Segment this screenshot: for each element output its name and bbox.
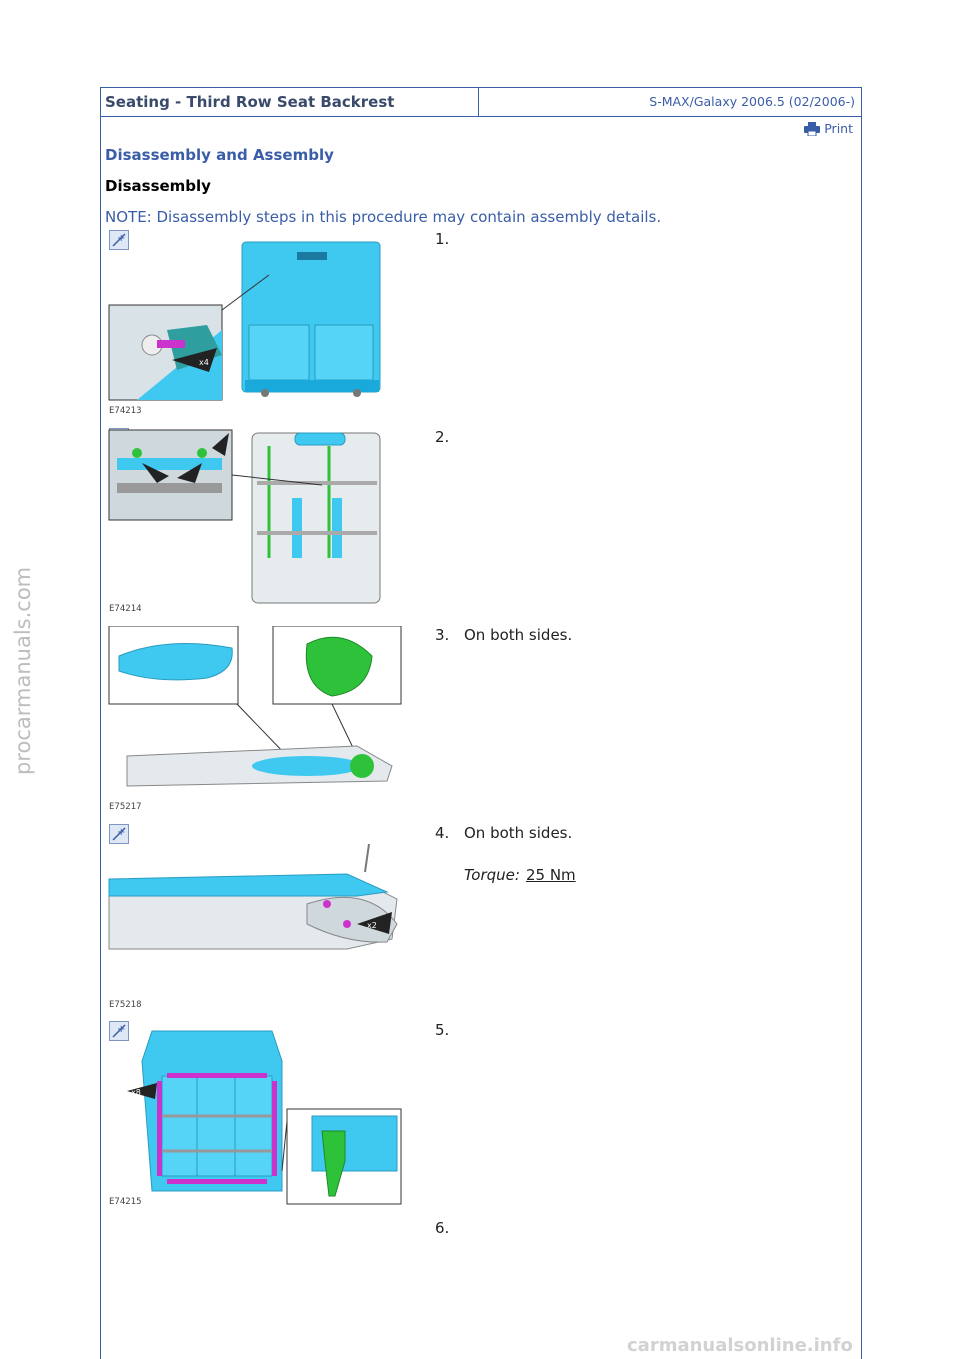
print-label: Print (824, 121, 853, 136)
side-watermark-text: procarmanuals.com (11, 566, 35, 775)
figure-id: E74214 (109, 604, 142, 614)
note-text: NOTE: Disassembly steps in this procedure may contain assembly details. (105, 208, 662, 226)
model-info: S-MAX/Galaxy 2006.5 (02/2006-) (649, 94, 855, 109)
torque-value: 25 Nm (525, 866, 576, 884)
step-text: On both sides. (464, 824, 573, 842)
step-4-figure (107, 824, 402, 1014)
footer-watermark: carmanualsonline.info (627, 1335, 853, 1356)
torque-spec (464, 866, 576, 884)
step-number: 3. (435, 626, 450, 644)
callout-x2: x2 (367, 921, 377, 930)
svg-text:+: + (117, 827, 126, 838)
subsection-title: Disassembly (105, 177, 211, 195)
figure-id: E74213 (109, 406, 142, 416)
seat-frame-illustration (107, 428, 402, 618)
step-number: 6. (435, 1219, 450, 1237)
figure-id: E75218 (109, 1000, 142, 1010)
step-number: 4. (435, 824, 450, 842)
document-frame (100, 87, 862, 1359)
side-watermark (0, 560, 38, 780)
seat-backrest-clips-illustration (107, 1021, 402, 1211)
step-number: 5. (435, 1021, 450, 1039)
svg-text:+: + (117, 233, 126, 244)
step-number: 1. (435, 230, 450, 248)
step-3-figure (107, 626, 402, 816)
step-number: 2. (435, 428, 450, 446)
svg-text:+: + (117, 1024, 126, 1035)
seat-side-cover-illustration (107, 626, 402, 816)
figure-id: E74215 (109, 1197, 142, 1207)
page-title: Seating - Third Row Seat Backrest (101, 88, 479, 116)
header-table (101, 88, 861, 117)
figure-id: E75217 (109, 802, 142, 812)
step-2-figure (107, 428, 402, 618)
step-1-figure (107, 230, 402, 420)
section-title: Disassembly and Assembly (105, 146, 334, 164)
printer-icon (804, 122, 820, 136)
step-5-figure (107, 1021, 402, 1211)
seat-hinge-bolt-illustration (107, 824, 402, 1014)
callout-x8: x8 (131, 1088, 141, 1097)
step-text: On both sides. (464, 626, 573, 644)
seat-backrest-rear-illustration (107, 230, 402, 420)
callout-x4: x4 (199, 358, 209, 367)
torque-label: Torque: (464, 866, 520, 884)
print-button[interactable] (804, 121, 853, 136)
